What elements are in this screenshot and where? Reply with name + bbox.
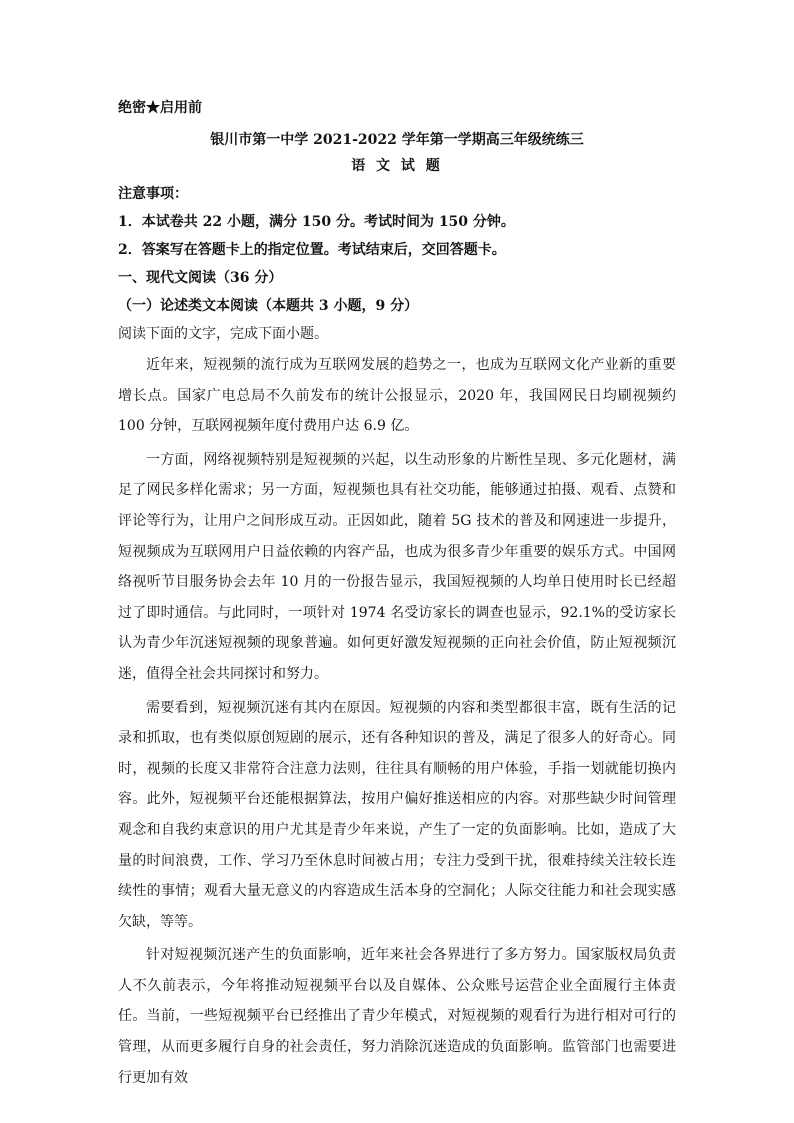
exam-subtitle: 语 文 试 题 — [351, 158, 443, 174]
note-item-1: 1．本试卷共 22 小题，满分 150 分。考试时间为 150 分钟。 — [118, 214, 515, 230]
document-page — [118, 92, 676, 1093]
notes-heading: 注意事项： — [118, 186, 188, 202]
paragraph-2: 一方面，网络视频特别是短视频的兴起，以生动形象的片断性呈现、多元化题材，满足了网民多样化需求；另一方面，短视频也具有社交功能，能够通过拍摄、观看、点赞和评论等行为，让用户之间形成互动。正因如此，随着 5G 技术的普及和网速进一步提升，短视频成为互联网用户日益依赖的内容产品，也成为很多青少年重要的娱乐方式。中国网络视听节目服务协会去年 10 月的一份报告显示，我国短视频的人均单日使用时长已经超过了即时通信。与此同时，一项针对 1974 名受访家长的调查也显示，92.1%的受访家长认为青少年沉迷短视频的现象普遍。如何更好激发短视频的正向社会价值，防止短视频沉迷，值得全社会共同探讨和努力。 — [118, 451, 676, 682]
paragraph-4: 针对短视频沉迷产生的负面影响，近年来社会各界进行了多方努力。国家版权局负责人不久前表示，今年将推动短视频平台以及自媒体、公众账号运营企业全面履行主体责任。当前，一些短视频平台已经推出了青少年模式，对短视频的观看行为进行相对可行的管理，从而更多履行自身的社会责任，努力消除沉迷造成的负面影响。监管部门也需要进行更加有效 — [118, 947, 676, 1086]
subsection-heading: （一）论述类文本阅读（本题共 3 小题，9 分） — [118, 298, 419, 314]
reading-instruction: 阅读下面的文字，完成下面小题。 — [118, 326, 328, 342]
exam-title: 银川市第一中学 2021-2022 学年第一学期高三年级统练三 — [210, 132, 584, 148]
paragraph-1: 近年来，短视频的流行成为互联网发展的趋势之一，也成为互联网文化产业新的重要增长点。国家广电总局不久前发布的统计公报显示，2020 年，我国网民日均刷视频约 100 分钟，互联网视频年度付费用户达 6.9 亿。 — [118, 357, 676, 435]
paragraph-3: 需要看到，短视频沉迷有其内在原因。短视频的内容和类型都很丰富，既有生活的记录和抓取，也有类似原创短剧的展示，还有各种知识的普及，满足了很多人的好奇心。同时，视频的长度又非常符合注意力法则，往往具有顺畅的用户体验，手指一划就能切换内容。此外，短视频平台还能根据算法，按用户偏好推送相应的内容。对那些缺少时间管理观念和自我约束意识的用户尤其是青少年来说，产生了一定的负面影响。比如，造成了大量的时间浪费，工作、学习乃至休息时间被占用；专注力受到干扰，很难持续关注较长连续性的事情；观看大量无意义的内容造成生活本身的空洞化；人际交往能力和社会现实感欠缺，等等。 — [118, 699, 676, 930]
confidential-mark: 绝密★启用前 — [118, 100, 202, 116]
section-heading: 一、现代文阅读（36 分） — [118, 270, 283, 286]
note-item-2: 2．答案写在答题卡上的指定位置。考试结束后，交回答题卡。 — [118, 242, 506, 258]
